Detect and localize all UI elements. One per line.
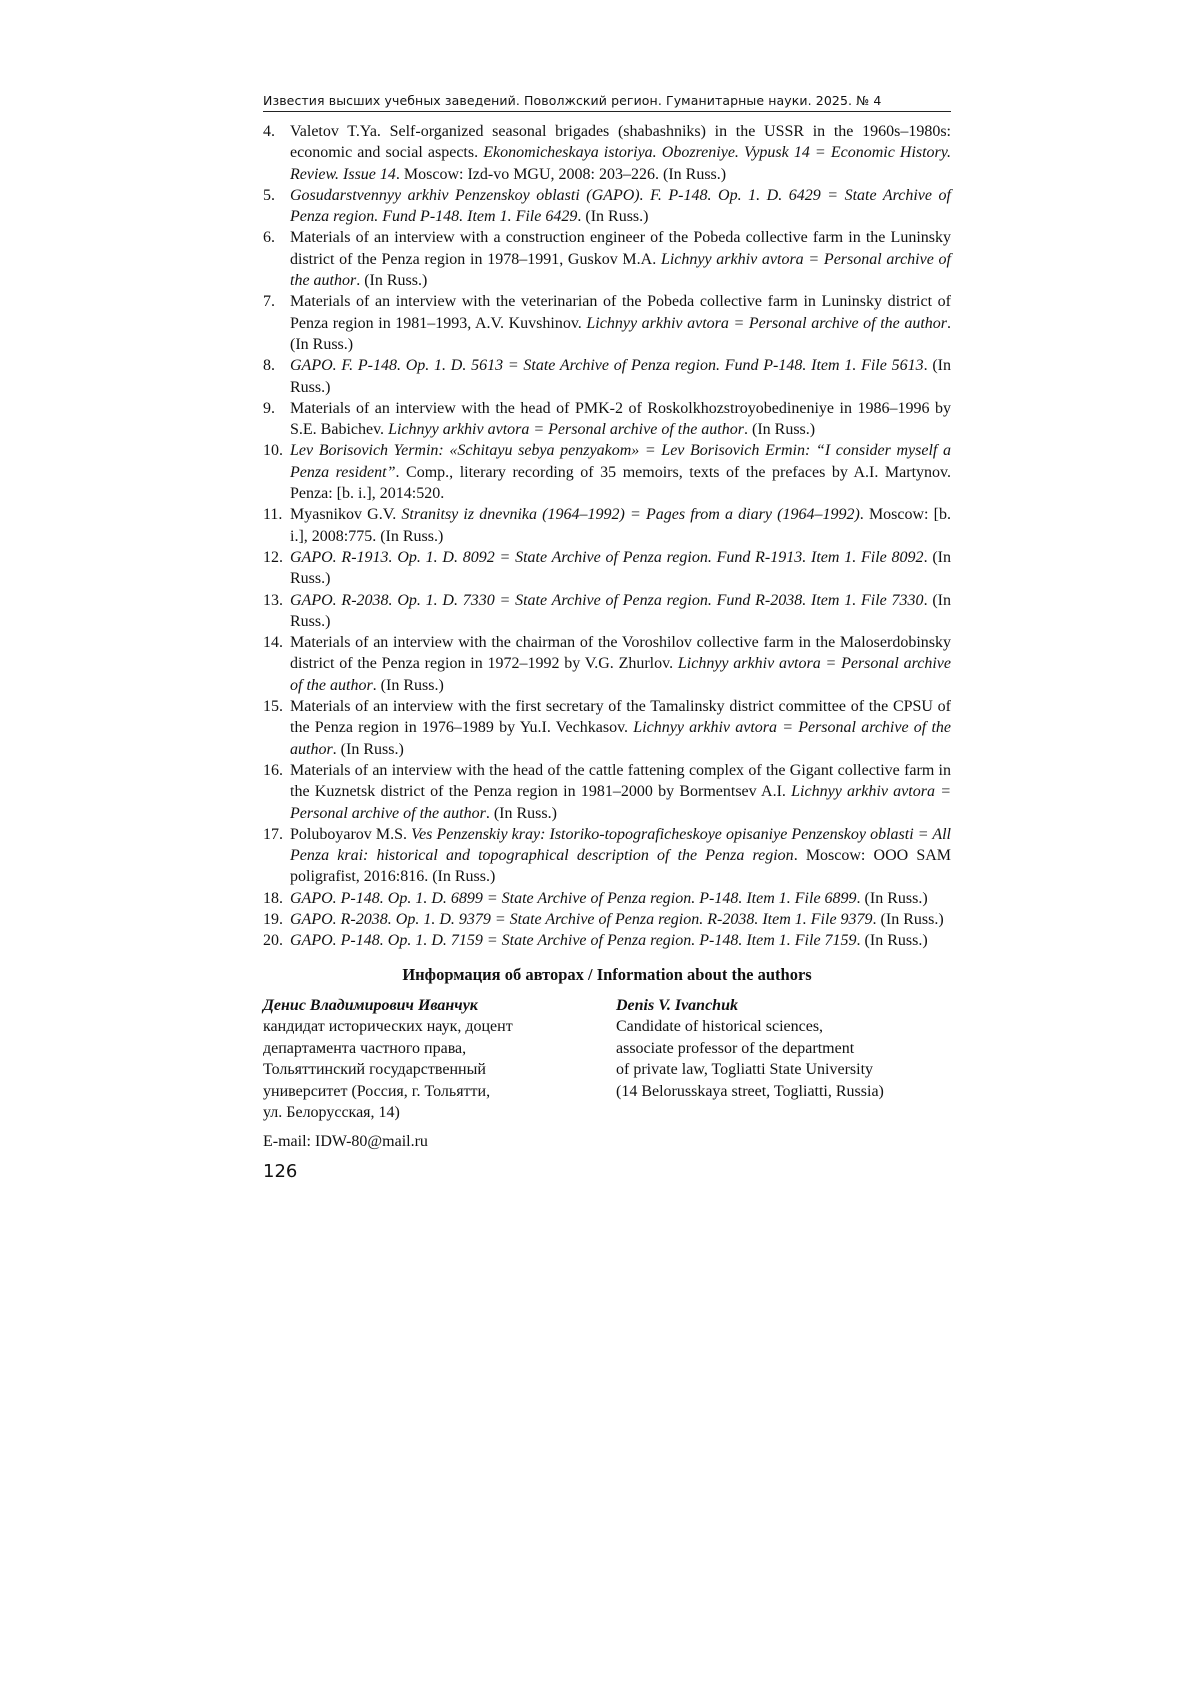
- reference-plain-part: . (In Russ.): [290, 591, 951, 630]
- reference-text: [290, 590, 951, 633]
- reference-number: 12.: [263, 548, 283, 566]
- reference-plain-part: Materials of an interview with the head of PMK-2 of Roskolkhozstroyobedineniye in 1986–1996 by S.E. Babichev.: [290, 399, 951, 439]
- reference-item: [263, 504, 951, 547]
- reference-plain-part: Valetov T.Ya. Self-organized seasonal brigades (shabashniks) in the USSR in the 1960s–1980s: economic and social aspects.: [290, 123, 951, 162]
- reference-italic-part: Ekonomicheskaya istoriya. Obozreniye. Vypusk 14 = Economic History. Review. Issue 14: [290, 144, 952, 183]
- reference-italic-part: Lichnyy arkhiv avtora = Personal archive of the author: [388, 421, 744, 439]
- reference-plain-part: . Moscow: OOO SAM poligrafist, 2016:816. (In Russ.): [290, 847, 951, 886]
- reference-plain-part: . (In Russ.): [577, 208, 649, 226]
- reference-plain-part: . (In Russ.): [356, 272, 428, 290]
- reference-plain-part: . (In Russ.): [290, 357, 952, 396]
- reference-plain-part: . (In Russ.): [856, 889, 928, 907]
- reference-text: [290, 909, 951, 930]
- author-info-en: [616, 995, 951, 1124]
- reference-plain-part: Materials of an interview with the first secretary of the Tamalinsky district committee of the CPSU of the Penza region in 1976–1989 by Yu.I. Vechkasov.: [290, 698, 951, 737]
- reference-text: [290, 398, 951, 441]
- reference-plain-part: Materials of an interview with the veterinarian of the Pobeda collective farm in Luninsky district of Penza region in 1981–1993, A.V. Kuvshinov.: [290, 293, 951, 332]
- reference-plain-part: . (In Russ.): [743, 421, 816, 439]
- reference-text: [290, 760, 951, 824]
- reference-number: 9.: [263, 399, 275, 417]
- reference-italic-part: Lichnyy arkhiv avtora = Personal archive of the author: [586, 314, 947, 332]
- reference-item: [263, 930, 951, 951]
- reference-italic-part: GAPO. P-148. Op. 1. D. 6899 = State Archive of Penza region. P-148. Item 1. File 6899: [290, 889, 857, 907]
- reference-number: 15.: [263, 698, 283, 716]
- reference-plain-part: Materials of an interview with the chairman of the Voroshilov collective farm in the Maloserdobinsky district of the Penza region in 1972–1992 by V.G. Zhurlov.: [290, 634, 951, 673]
- reference-plain-part: . (In Russ.): [485, 804, 557, 822]
- reference-italic-part: GAPO. P-148. Op. 1. D. 7159 = State Archive of Penza region. P-148. Item 1. File 7159: [290, 932, 857, 950]
- running-header: Известия высших учебных заведений. Поволжский регион. Гуманитарные науки. 2025. № 4: [263, 93, 951, 112]
- reference-italic-part: Ves Penzenskiy kray: Istoriko-topograficheskoye opisaniye Penzenskoy oblasti = All Penza krai: historical and topographical description of the Penza region: [290, 825, 952, 865]
- author-line-en: of private law, Togliatti State University: [616, 1061, 874, 1079]
- reference-number: 8.: [263, 357, 275, 375]
- reference-item: [263, 121, 951, 185]
- reference-plain-part: Myasnikov G.V.: [290, 506, 402, 524]
- reference-plain-part: . Comp., literary recording of 35 memoirs, texts of the prefaces by A.I. Martynov. Penza: [b. i.], 2014:520.: [290, 463, 951, 503]
- reference-text: [290, 227, 951, 291]
- author-line-ru: университет (Россия, г. Тольятти,: [263, 1082, 491, 1100]
- reference-italic-part: Gosudarstvennyy arkhiv Penzenskoy oblasti (GAPO). F. P-148. Op. 1. D. 6429 = State Archive of Penza region. Fund P-148. Item 1. File 6429: [290, 186, 951, 226]
- reference-plain-part: . (In Russ.): [856, 932, 928, 950]
- reference-text: [290, 355, 951, 398]
- author-info-ru: [263, 995, 616, 1124]
- reference-number: 16.: [263, 761, 283, 779]
- author-name-en: Denis V. Ivanchuk: [616, 996, 738, 1014]
- reference-item: [263, 440, 951, 504]
- reference-item: [263, 696, 951, 760]
- reference-italic-part: Lichnyy arkhiv avtora = Personal archive of the author: [290, 250, 951, 290]
- reference-plain-part: Materials of an interview with the head of the cattle fattening complex of the Gigant collective farm in the Kuznetsk district of the Penza region in 1981–2000 by Bormentsev A.I.: [290, 761, 951, 801]
- reference-text: [290, 696, 951, 760]
- author-line-en: associate professor of the department: [616, 1039, 855, 1057]
- reference-italic-part: Lev Borisovich Yermin: «Schitayu sebya penzyakom» = Lev Borisovich Ermin: “I consider myself a Penza resident”: [290, 442, 951, 481]
- author-line-en: Candidate of historical sciences,: [616, 1018, 824, 1036]
- reference-number: 20.: [263, 932, 283, 950]
- reference-number: 7.: [263, 293, 275, 311]
- author-email[interactable]: E-mail: IDW-80@mail.ru: [263, 1132, 428, 1150]
- reference-plain-part: Poluboyarov M.S.: [290, 825, 412, 843]
- author-name-ru: Денис Владимирович Иванчук: [263, 996, 478, 1014]
- journal-page: [263, 93, 951, 1182]
- authors-block: [263, 995, 951, 1124]
- reference-number: 19.: [263, 910, 283, 928]
- author-line-ru: кандидат исторических наук, доцент: [263, 1018, 513, 1036]
- reference-plain-part: . (In Russ.): [872, 910, 944, 928]
- reference-item: [263, 824, 951, 888]
- reference-text: [290, 930, 951, 951]
- reference-text: [290, 185, 951, 228]
- reference-text: [290, 440, 951, 504]
- reference-number: 18.: [263, 889, 283, 907]
- reference-number: 5.: [263, 186, 275, 204]
- reference-item: [263, 547, 951, 590]
- reference-text: [290, 121, 951, 185]
- reference-italic-part: Lichnyy arkhiv avtora = Personal archive of the author: [290, 783, 952, 822]
- author-line-ru: Тольяттинский государственный: [263, 1061, 486, 1079]
- reference-plain-part: Materials of an interview with a construction engineer of the Pobeda collective farm in the Luninsky district of the Penza region in 1978–1991, Guskov M.A.: [290, 229, 951, 268]
- reference-number: 10.: [263, 442, 283, 460]
- reference-text: [290, 632, 951, 696]
- reference-italic-part: GAPO. R-2038. Op. 1. D. 9379 = State Archive of Penza region. R-2038. Item 1. File 9379: [290, 910, 873, 928]
- author-line-ru: ул. Белорусская, 14): [263, 1104, 400, 1122]
- reference-italic-part: Lichnyy arkhiv avtora = Personal archive of the author: [290, 655, 952, 694]
- reference-number: 17.: [263, 825, 283, 843]
- reference-item: [263, 590, 951, 633]
- reference-plain-part: . (In Russ.): [290, 548, 951, 588]
- reference-plain-part: . Moscow: [b. i.], 2008:775. (In Russ.): [290, 506, 951, 545]
- reference-number: 11.: [263, 506, 283, 524]
- reference-list: [263, 121, 951, 952]
- author-line-ru: департамента частного права,: [263, 1039, 467, 1057]
- reference-plain-part: . (In Russ.): [332, 740, 404, 758]
- reference-number: 6.: [263, 229, 275, 247]
- reference-italic-part: GAPO. R-2038. Op. 1. D. 7330 = State Archive of Penza region. Fund R-2038. Item 1. File 7330: [290, 591, 924, 609]
- page-number: 126: [263, 1160, 298, 1182]
- reference-item: [263, 227, 951, 291]
- reference-text: [290, 888, 951, 909]
- reference-item: [263, 760, 951, 824]
- authors-info-heading: Информация об авторах / Information about the authors: [402, 964, 812, 984]
- reference-text: [290, 547, 951, 590]
- reference-italic-part: GAPO. R-1913. Op. 1. D. 8092 = State Archive of Penza region. Fund R-1913. Item 1. File 8092: [290, 548, 924, 566]
- reference-number: 13.: [263, 591, 283, 609]
- reference-item: [263, 632, 951, 696]
- reference-italic-part: GAPO. F. P-148. Op. 1. D. 5613 = State Archive of Penza region. Fund P-148. Item 1. File 5613: [290, 357, 924, 375]
- reference-plain-part: . Moscow: Izd-vo MGU, 2008: 203–226. (In Russ.): [395, 165, 727, 183]
- reference-plain-part: . (In Russ.): [372, 676, 444, 694]
- reference-item: [263, 355, 951, 398]
- reference-italic-part: Lichnyy arkhiv avtora = Personal archive of the author: [290, 719, 951, 758]
- reference-number: 4.: [263, 123, 275, 140]
- reference-item: [263, 888, 951, 909]
- reference-text: [290, 291, 951, 355]
- reference-item: [263, 291, 951, 355]
- reference-item: [263, 398, 951, 441]
- author-line-en: (14 Belorusskaya street, Togliatti, Russia): [616, 1082, 884, 1100]
- reference-number: 14.: [263, 634, 283, 652]
- reference-item: [263, 909, 951, 930]
- reference-italic-part: Stranitsy iz dnevnika (1964–1992) = Pages from a diary (1964–1992): [401, 506, 860, 524]
- reference-item: [263, 185, 951, 228]
- reference-text: [290, 824, 951, 888]
- reference-plain-part: . (In Russ.): [290, 314, 951, 353]
- reference-text: [290, 504, 951, 547]
